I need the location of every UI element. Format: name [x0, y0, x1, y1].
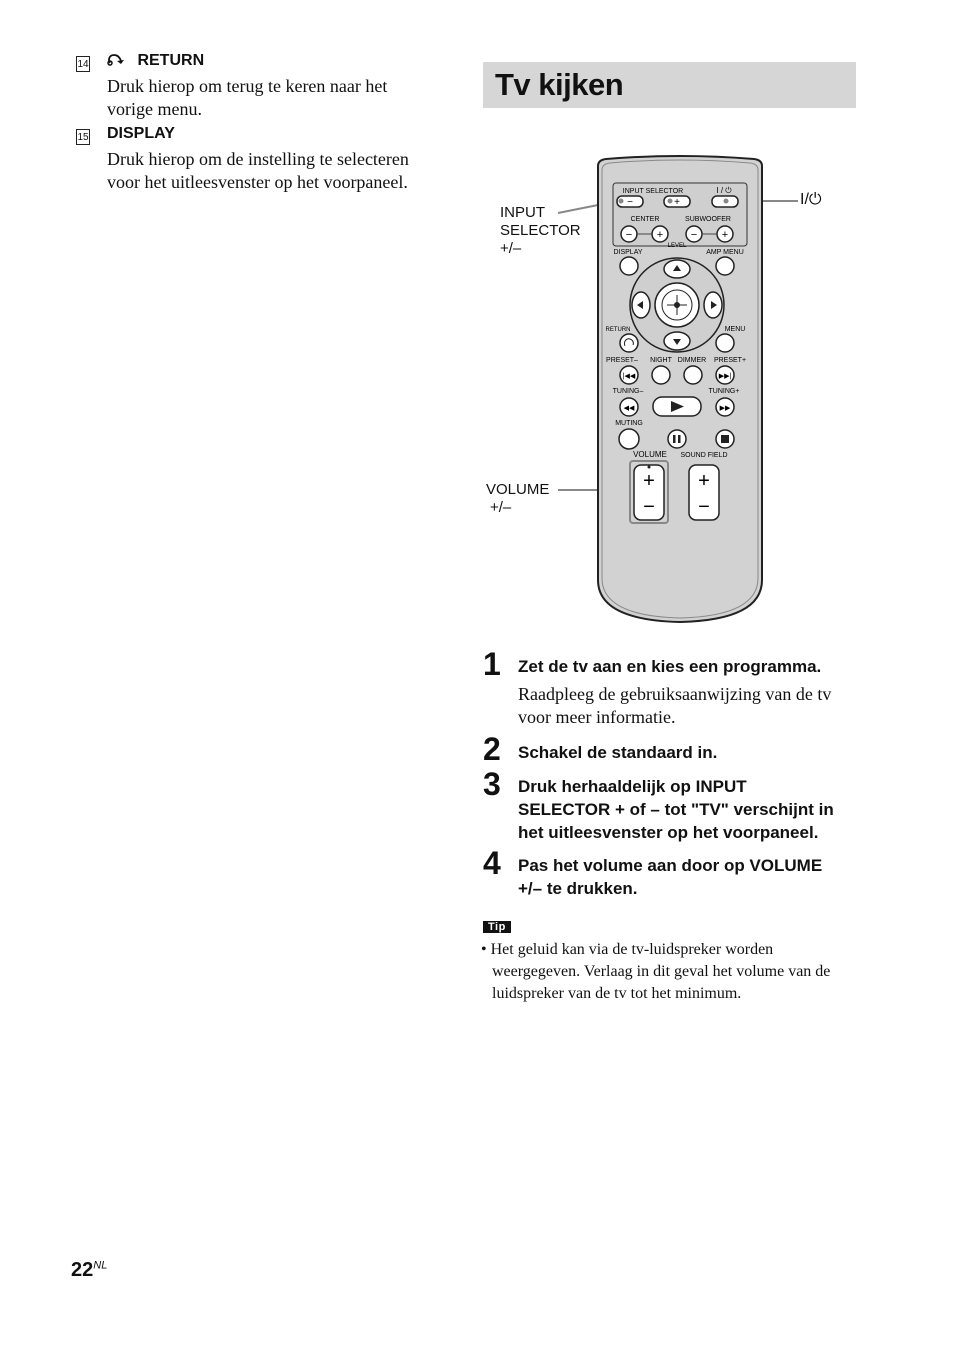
step-3-number: 3	[483, 766, 501, 802]
svg-text:−: −	[690, 229, 698, 241]
step-1-heading: Zet de tv aan en kies een programma.	[518, 657, 822, 676]
remote-label-center: CENTER	[630, 216, 660, 223]
remote-label-preset-minus: PRESET–	[606, 357, 638, 364]
item-15-number: 15	[76, 127, 90, 145]
step-4-heading: Pas het volume aan door op VOLUME +/– te drukken.	[518, 856, 823, 898]
svg-text:−: −	[643, 496, 655, 518]
step-3-heading: Druk herhaaldelijk op INPUT SELECTOR + of – tot "TV" verschijnt in het uitleesvenster op het voorpaneel.	[518, 777, 834, 842]
remote-label-volume: VOLUME	[633, 450, 667, 459]
return-icon	[107, 52, 137, 69]
remote-label-power: I / ⏻	[716, 186, 732, 195]
remote-label-display: DISPLAY	[613, 249, 643, 256]
callout-volume: VOLUME +/–	[486, 481, 550, 516]
step-1-body: Raadpleeg de gebruiksaanwijzing van de tv voor meer informatie.	[518, 684, 832, 727]
remote-label-input-selector: INPUT SELECTOR	[622, 188, 684, 195]
item-14-number: 14	[76, 54, 90, 72]
svg-text:+: +	[721, 229, 729, 241]
amp-menu-button	[716, 257, 734, 275]
remote-label-return: RETURN	[605, 327, 631, 333]
tip-badge: Tip	[483, 917, 511, 935]
night-button	[652, 366, 670, 384]
item-15-heading: DISPLAY	[107, 125, 175, 142]
pause-button	[668, 430, 686, 448]
remote-label-preset-plus: PRESET+	[713, 357, 747, 364]
step-2-number: 2	[483, 731, 501, 767]
callout-input-selector: INPUT SELECTOR +/–	[500, 204, 581, 257]
step-1-number: 1	[483, 646, 501, 682]
svg-text:−: −	[698, 496, 710, 518]
display-button	[620, 257, 638, 275]
svg-text:◀◀: ◀◀	[623, 405, 635, 412]
remote-label-amp-menu: AMP MENU	[706, 249, 744, 256]
svg-text:+: +	[674, 197, 680, 208]
remote-label-dimmer: DIMMER	[677, 357, 707, 364]
step-2-heading: Schakel de standaard in.	[518, 743, 718, 762]
remote-label-level: LEVEL	[667, 243, 687, 249]
remote-label-subwoofer: SUBWOOFER	[685, 216, 731, 223]
svg-text:+: +	[643, 470, 655, 492]
muting-button	[619, 429, 639, 449]
svg-text:▶▶: ▶▶	[719, 405, 731, 412]
step-4-number: 4	[483, 845, 501, 881]
remote-label-muting: MUTING	[615, 420, 643, 427]
dimmer-button	[684, 366, 702, 384]
item-15-description: Druk hierop om de instelling te selecteren voor het uitleesvenster op het voorpaneel.	[107, 149, 409, 192]
svg-text:+: +	[698, 470, 710, 492]
tip-text: • Het geluid kan via de tv-luidspreker worden weergegeven. Verlaag in dit geval het volume van de luidspreker van de tv tot het minimum.	[481, 941, 831, 1002]
svg-text:▶▶|: ▶▶|	[718, 373, 732, 380]
remote-label-tuning-minus: TUNING–	[612, 388, 644, 395]
callout-power: I/⏻	[800, 191, 822, 208]
svg-text:+: +	[656, 229, 664, 241]
svg-text:−: −	[625, 229, 633, 241]
page-number: $22^{NL}$	[71, 1259, 108, 1281]
svg-text:|◀◀: |◀◀	[622, 373, 636, 380]
section-title: Tv kijken	[483, 62, 856, 108]
remote-label-tuning-plus: TUNING+	[708, 388, 740, 395]
remote-return-button	[620, 334, 638, 352]
remote-label-night: NIGHT	[650, 357, 672, 364]
item-14-heading: RETURN	[107, 52, 204, 70]
remote-label-sound-field: SOUND FIELD	[680, 452, 728, 459]
svg-text:−: −	[627, 197, 633, 208]
item-14-description: Druk hierop om terug te keren naar het vorige menu.	[107, 76, 388, 119]
remote-label-menu: MENU	[724, 326, 746, 333]
remote-illustration	[540, 150, 850, 630]
menu-button	[716, 334, 734, 352]
